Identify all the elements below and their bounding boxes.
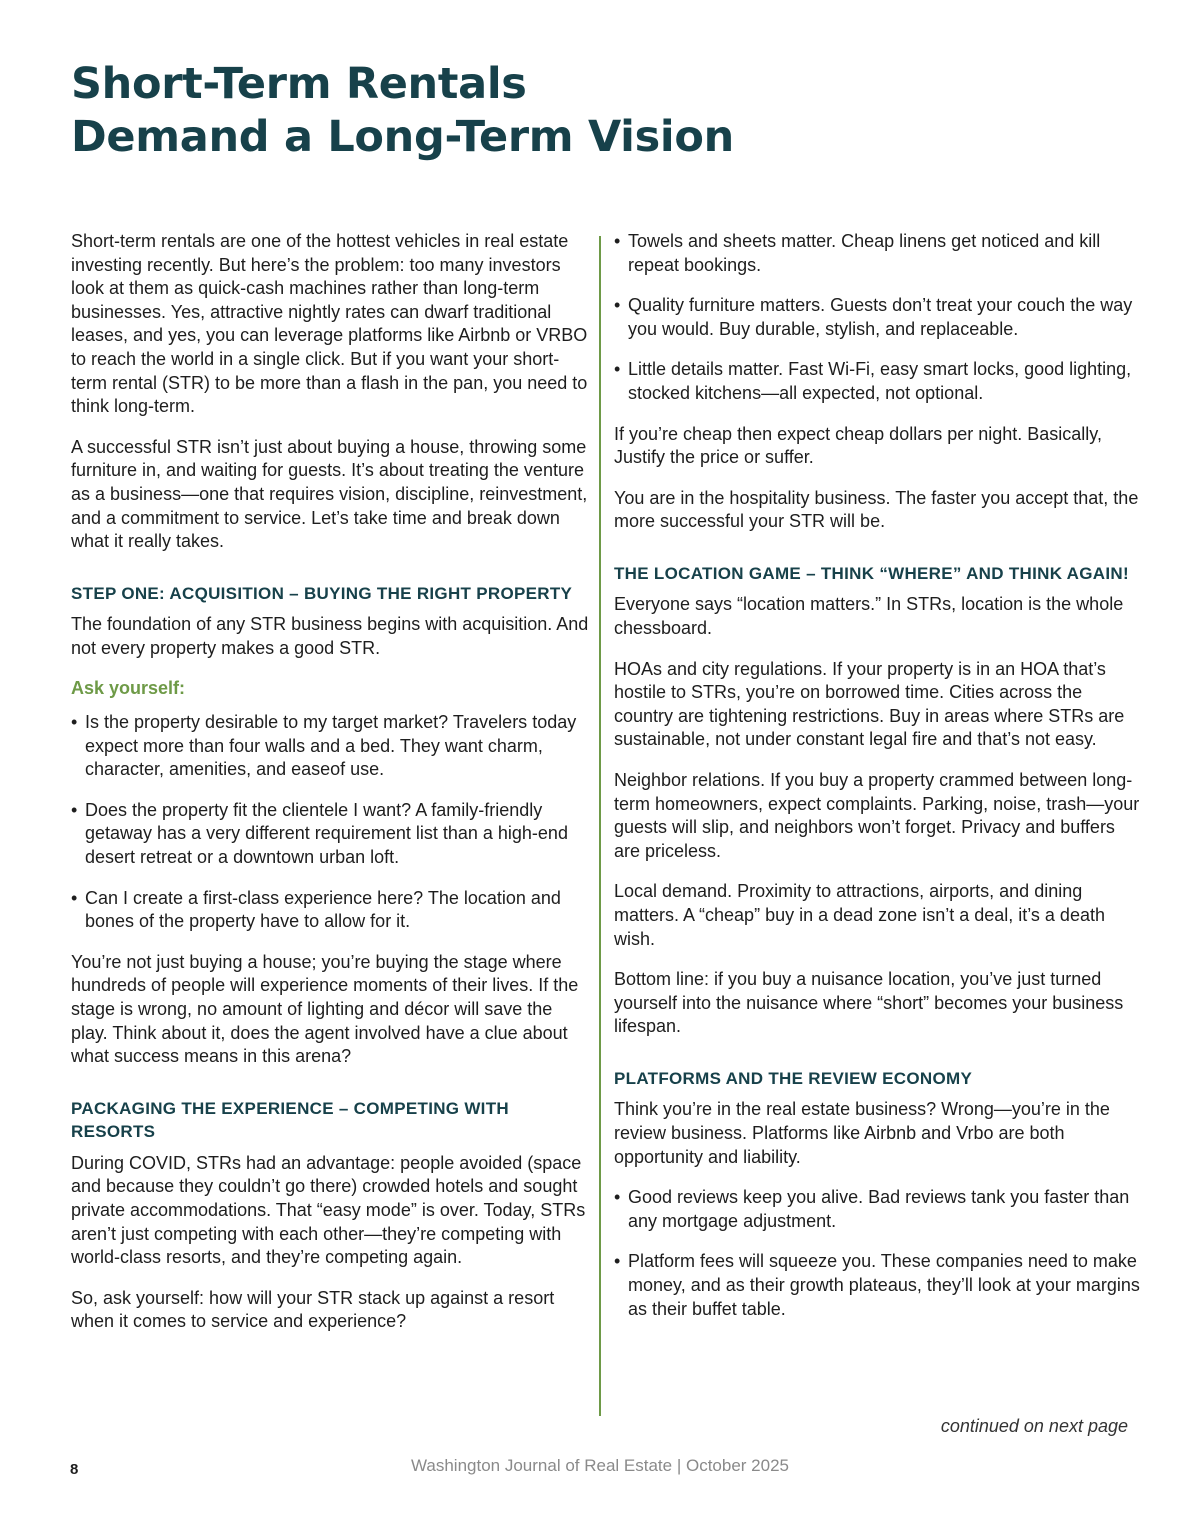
list-item-text: Is the property desirable to my target market? Travelers today expect more than four walls and a bed. They want charm, character, amenities, and easeof use. — [85, 712, 577, 780]
location-paragraph-2: HOAs and city regulations. If your property is in an HOA that’s hostile to STRs, you’re on borrowed time. Cities across the country are tightening restrictions. Buy in areas where STRs are sustainable, not under constant legal fire and that’s not easy. — [614, 658, 1125, 750]
title-line-2: Demand a Long-Term Vision — [71, 112, 734, 162]
list-item-text: Quality furniture matters. Guests don’t treat your couch the way you would. Buy durable, stylish, and replaceable. — [628, 295, 1133, 339]
platforms-paragraph-1: Think you’re in the real estate business? Wrong—you’re in the review business. Platforms like Airbnb and Vrbo are both opportunity and liability. — [614, 1099, 1110, 1167]
column-divider — [599, 236, 601, 1416]
intro-paragraph-2: A successful STR isn’t just about buying a house, throwing some furniture in, and waiting for guests. It’s about treating the venture as a business—one that requires vision, discipline, reinvestment, and a commitment to service. Let’s take time and break down what it really takes. — [71, 436, 588, 552]
step-one-heading: STEP ONE: ACQUISITION – BUYING THE RIGHT PROPERTY — [71, 583, 573, 603]
bullet-icon: • — [71, 799, 78, 820]
cheap-paragraph: If you’re cheap then expect cheap dollars per night. Basically, Justify the price or suffer. — [614, 423, 1102, 468]
list-item-text: Towels and sheets matter. Cheap linens get noticed and kill repeat bookings. — [628, 231, 1101, 275]
list-item-text: Does the property fit the clientele I want? A family-friendly getaway has a very different requirement list than a high-end desert retreat or a downtown urban loft. — [85, 799, 568, 867]
article-title — [71, 58, 734, 164]
step-one-paragraph-2: You’re not just buying a house; you’re buying the stage where hundreds of people will experience moments of their lives. If the stage is wrong, no amount of lighting and décor will save the play. Think about it, does the agent involved have a clue about what success means in this arena? — [71, 951, 579, 1067]
page-number: 8 — [70, 1461, 79, 1478]
platforms-list — [614, 1186, 1142, 1321]
ask-yourself-list — [71, 711, 591, 934]
location-paragraph-4: Local demand. Proximity to attractions, airports, and dining matters. A “cheap” buy in a dead zone isn’t a deal, it’s a death wish. — [614, 881, 1105, 949]
location-paragraph-5: Bottom line: if you buy a nuisance location, you’ve just turned yourself into the nuisance where “short” becomes your business lifespan. — [614, 969, 1124, 1037]
bullet-icon: • — [71, 712, 78, 732]
packaging-paragraph-1: During COVID, STRs had an advantage: people avoided (space and because they couldn’t go there) crowded hotels and sought private accommodations. That “easy mode” is over. Today, STRs aren’t just competing with each other—they’re competing with world-class resorts, and they’re competing again. — [71, 1152, 586, 1268]
step-one-paragraph-1: The foundation of any STR business begins with acquisition. And not every property makes a good STR. — [71, 614, 589, 658]
list-item — [614, 1186, 1142, 1233]
location-heading: THE LOCATION GAME – THINK “WHERE” AND THINK AGAIN! — [614, 563, 1129, 583]
list-item — [71, 711, 591, 782]
bullet-icon: • — [614, 359, 621, 380]
list-item — [71, 887, 591, 934]
packaging-heading: PACKAGING THE EXPERIENCE – COMPETING WITH RESORTS — [71, 1098, 509, 1142]
right-column — [614, 230, 1142, 1338]
intro-paragraph-1: Short-term rentals are one of the hottest vehicles in real estate investing recently. But here’s the problem: too many investors look at them as quick-cash machines rather than long-term businesses. Yes, attractive nightly rates can dwarf traditional leases, and yes, you can leverage platforms like Airbnb or VRBO to reach the world in a single click. But if you want your short-term rental (STR) to be more than a flash in the pan, you need to think long-term. — [71, 231, 588, 417]
packaging-paragraph-2: So, ask yourself: how will your STR stack up against a resort when it comes to service and experience? — [71, 1287, 555, 1332]
ask-yourself-label: Ask yourself: — [71, 678, 186, 699]
bullet-icon: • — [614, 295, 621, 316]
list-item — [614, 294, 1142, 341]
list-item — [614, 358, 1142, 405]
title-line-1: Short-Term Rentals — [71, 59, 527, 109]
list-item-text: Platform fees will squeeze you. These companies need to make money, and as their growth plateaus, they’ll look at your margins as their buffet table. — [628, 1251, 1140, 1319]
bullet-icon: • — [614, 231, 621, 251]
list-item-text: Good reviews keep you alive. Bad reviews tank you faster than any mortgage adjustment. — [628, 1187, 1130, 1231]
location-paragraph-1: Everyone says “location matters.” In STRs, location is the whole chessboard. — [614, 594, 1124, 639]
publication-footer: Washington Journal of Real Estate | October 2025 — [410, 1456, 789, 1475]
list-item — [71, 799, 591, 870]
hospitality-paragraph: You are in the hospitality business. The faster you accept that, the more successful your STR will be. — [614, 487, 1139, 532]
left-column — [71, 230, 591, 1351]
bullet-icon: • — [614, 1187, 621, 1208]
list-item — [614, 1250, 1142, 1321]
bullet-icon: • — [614, 1251, 621, 1272]
bullet-icon: • — [71, 887, 78, 908]
location-paragraph-3: Neighbor relations. If you buy a property crammed between long-term homeowners, expect complaints. Parking, noise, trash—your guests will slip, and neighbors won’t forget. Privacy and buffers are priceless. — [614, 770, 1140, 861]
details-list — [614, 230, 1142, 406]
list-item — [614, 230, 1142, 277]
continued-note: continued on next page — [940, 1416, 1128, 1436]
platforms-heading: PLATFORMS AND THE REVIEW ECONOMY — [614, 1068, 973, 1088]
list-item-text: Can I create a first-class experience here? The location and bones of the property have to allow for it. — [85, 887, 561, 932]
list-item-text: Little details matter. Fast Wi-Fi, easy smart locks, good lighting, stocked kitchens—all expected, not optional. — [628, 359, 1132, 403]
